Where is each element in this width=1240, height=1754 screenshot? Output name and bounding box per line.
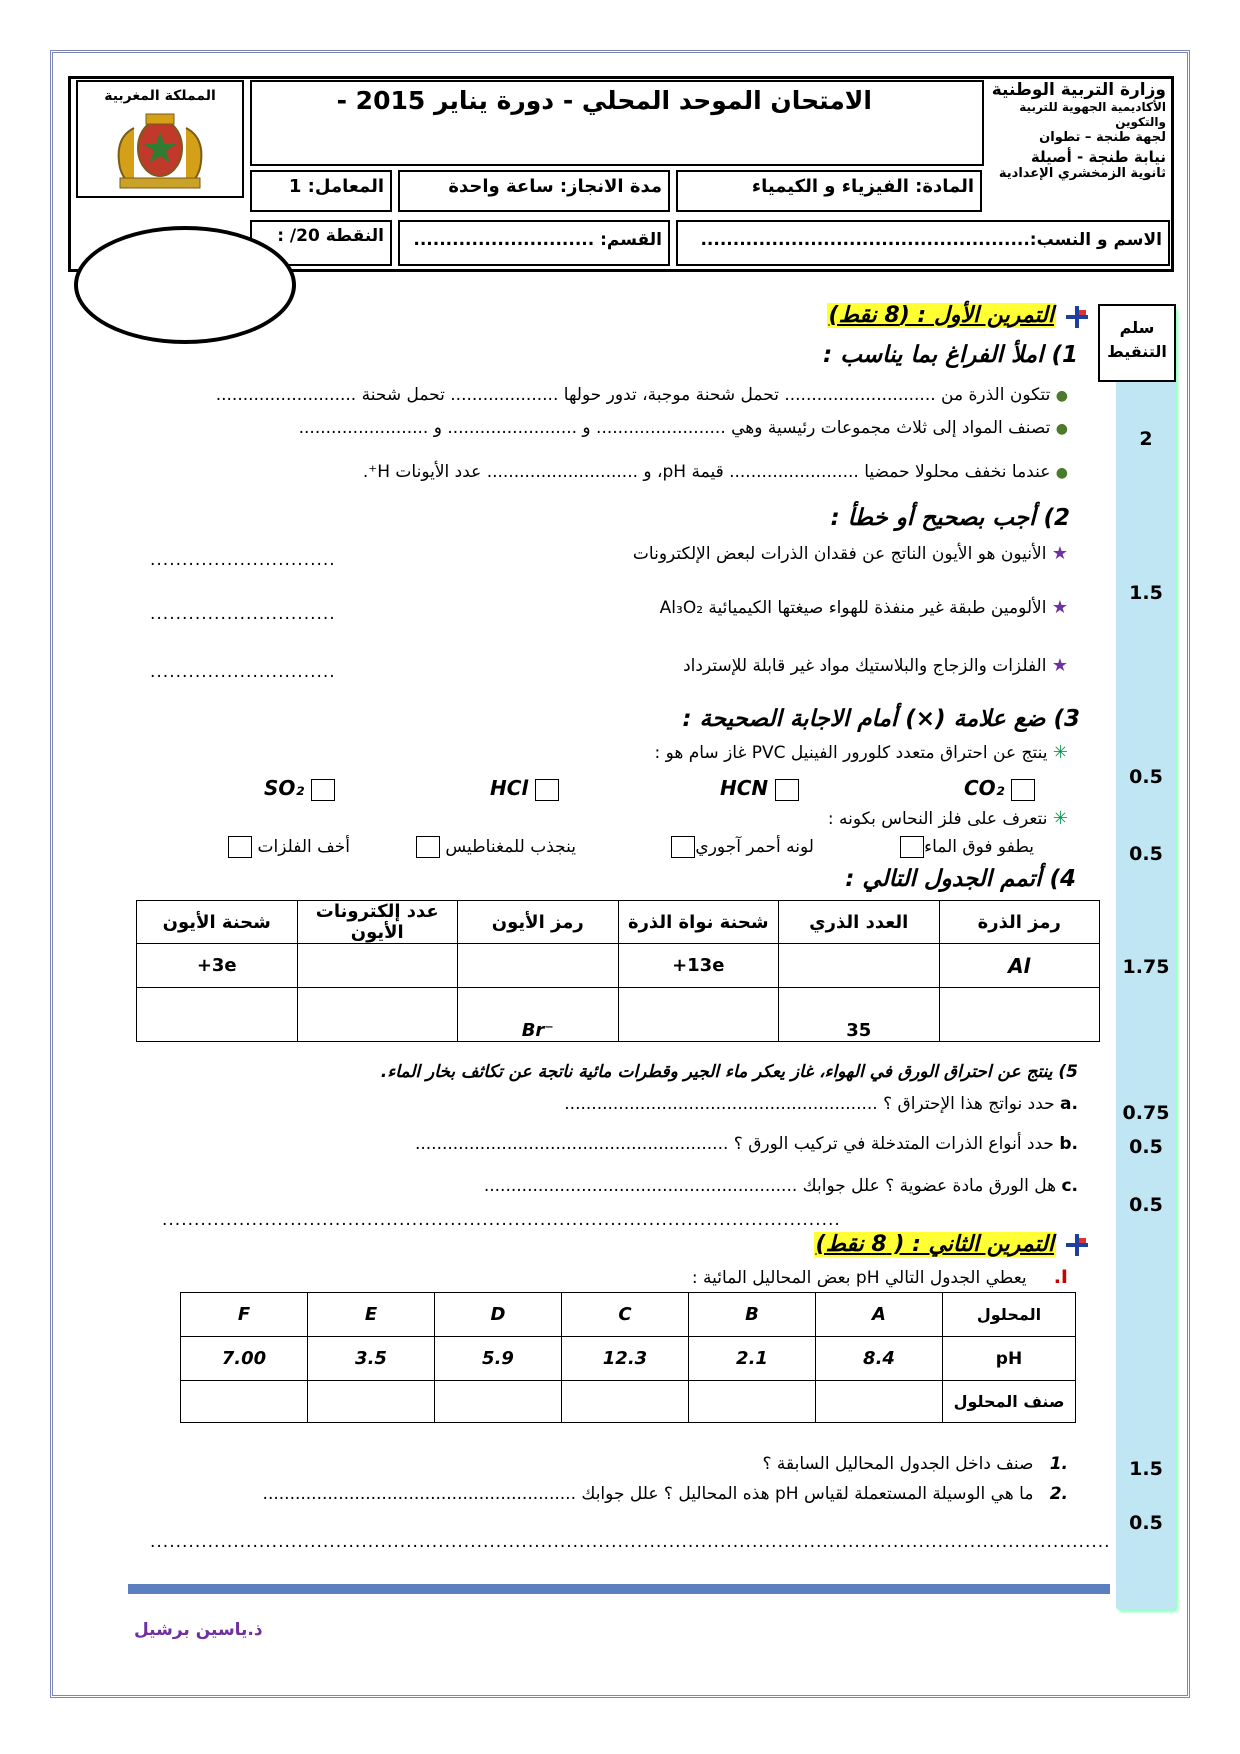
checkbox[interactable] bbox=[416, 836, 440, 858]
q5-text: هل الورق مادة عضوية ؟ علل جوابك bbox=[802, 1176, 1057, 1196]
coat-of-arms-icon bbox=[80, 108, 240, 194]
answer-dots[interactable]: .......................................................... bbox=[564, 1094, 878, 1114]
ex2-question-1 bbox=[762, 1454, 1068, 1474]
q5-title-text: 5) ينتج عن احتراق الورق في الهواء، غاز يعكر ماء الجير وقطرات مائية ناتجة عن تكاثف بخار الماء. bbox=[380, 1062, 1078, 1082]
checkbox[interactable] bbox=[535, 779, 559, 801]
checkbox[interactable] bbox=[228, 836, 252, 858]
delegation-name: نيابة طنجة - أصيلة bbox=[1030, 148, 1166, 166]
score-value: 1.5 bbox=[1129, 582, 1163, 604]
score-value: 0.5 bbox=[1129, 1194, 1163, 1216]
q3-option[interactable] bbox=[228, 836, 350, 858]
q2-item-text: الفلزات والزجاج والبلاستيك مواد غير قابلة للإسترداد bbox=[683, 656, 1047, 676]
q2-item bbox=[683, 655, 1068, 676]
class-cell[interactable] bbox=[398, 220, 670, 266]
exercise2-title-row bbox=[814, 1232, 1056, 1257]
q2-item bbox=[660, 597, 1068, 618]
grade-label: النقطة 20/ : bbox=[277, 226, 384, 246]
checkbox[interactable] bbox=[775, 779, 799, 801]
q2-title: 2) أجب بصحيح أو خطأ : bbox=[830, 505, 1070, 531]
table-cell[interactable] bbox=[779, 944, 940, 988]
row-label: pH bbox=[943, 1337, 1076, 1381]
asterisk-icon: ✳ bbox=[1052, 808, 1068, 829]
q2-answer-dots[interactable]: ............................. bbox=[150, 604, 336, 624]
table-header: رمز الأيون bbox=[458, 901, 619, 944]
q3-option[interactable] bbox=[720, 776, 799, 801]
school-name: ثانوية الزمخشري الإعدادية bbox=[998, 166, 1166, 181]
q3-item2 bbox=[828, 808, 1068, 829]
checkbox[interactable] bbox=[1011, 779, 1035, 801]
asterisk-icon: ✳ bbox=[1052, 742, 1068, 763]
ph-value: 12.3 bbox=[562, 1337, 689, 1381]
table-cell[interactable]: 35 bbox=[779, 988, 940, 1042]
table-cell[interactable] bbox=[618, 988, 779, 1042]
subject-label: المادة: الفيزياء و الكيمياء bbox=[751, 176, 974, 197]
q3-title: 3) ضع علامة (×) أمام الاجابة الصحيحة : bbox=[682, 706, 1080, 732]
q5-question-a bbox=[564, 1094, 1078, 1114]
table-cell[interactable]: +3e bbox=[137, 944, 298, 988]
bullet-icon: ● bbox=[1055, 465, 1068, 481]
answer-dots[interactable]: .......................................................... bbox=[414, 1134, 729, 1154]
table-cell[interactable] bbox=[435, 1381, 562, 1423]
question-letter: .b bbox=[1059, 1134, 1078, 1154]
region-name: لجهة طنجة – تطوان bbox=[1039, 130, 1166, 145]
ph-table bbox=[180, 1292, 1076, 1423]
question-number: .2 bbox=[1049, 1484, 1068, 1504]
exercise2-intro bbox=[692, 1266, 1068, 1288]
row-label: المحلول bbox=[943, 1293, 1076, 1337]
q3-item2-text: نتعرف على فلز النحاس بكونه : bbox=[827, 809, 1048, 829]
ministry-name: وزارة التربية الوطنية bbox=[991, 80, 1166, 100]
table-cell[interactable] bbox=[939, 988, 1100, 1042]
bullet-icon: ● bbox=[1055, 388, 1068, 404]
question-number: .1 bbox=[1049, 1454, 1068, 1474]
score-value: 1.5 bbox=[1129, 1458, 1163, 1480]
table-header: العدد الذري bbox=[779, 901, 940, 944]
q1-line-text: عندما نخفف محلولا حمضيا ........................ قيمة pH، و ............................ عدد الأيونات H⁺. bbox=[362, 462, 1051, 482]
score-value: 1.75 bbox=[1122, 956, 1170, 978]
q1-title: 1) املأ الفراغ بما يناسب : bbox=[823, 342, 1078, 368]
table-header-row bbox=[137, 901, 1100, 944]
score-value: 0.75 bbox=[1122, 1102, 1170, 1124]
table-cell[interactable] bbox=[562, 1381, 689, 1423]
table-cell[interactable] bbox=[308, 1381, 435, 1423]
score-value: 0.5 bbox=[1129, 1512, 1163, 1534]
solution-name: B bbox=[689, 1293, 816, 1337]
score-value: 0.5 bbox=[1129, 766, 1163, 788]
table-cell[interactable] bbox=[297, 944, 458, 988]
q3-item1 bbox=[654, 742, 1068, 763]
exercise1-title: التمرين الأول : (8 نقط) bbox=[828, 303, 1054, 328]
score-value: 0.5 bbox=[1129, 1136, 1163, 1158]
q3-option[interactable] bbox=[964, 776, 1035, 801]
table-cell[interactable] bbox=[458, 944, 619, 988]
checkbox[interactable] bbox=[311, 779, 335, 801]
coefficient-cell bbox=[250, 170, 392, 212]
ph-value: 7.00 bbox=[181, 1337, 308, 1381]
q3-item1-text: ينتج عن احتراق متعدد كلورور الفينيل PVC غاز سام هو : bbox=[654, 743, 1048, 763]
name-cell[interactable] bbox=[676, 220, 1170, 266]
intro-text: يعطي الجدول التالي pH بعض المحاليل المائية : bbox=[691, 1268, 1027, 1288]
table-header: رمز الذرة bbox=[939, 901, 1100, 944]
solution-name: E bbox=[308, 1293, 435, 1337]
score-value: 0.5 bbox=[1129, 843, 1163, 865]
duration-label: مدة الانجاز: ساعة واحدة bbox=[448, 176, 662, 197]
star-icon: ★ bbox=[1051, 655, 1068, 676]
q3-option-label: أخف الفلزات bbox=[257, 837, 350, 857]
class-field-label: القسم: ............................ bbox=[413, 230, 662, 250]
answer-dots[interactable]: ...................................................................................................................................................... bbox=[150, 1532, 1111, 1552]
exercise2-title: التمرين الثاني : ( 8 نقط) bbox=[815, 1232, 1054, 1257]
table-row bbox=[181, 1381, 1076, 1423]
q3-option-label: ينجذب للمغناطيس bbox=[445, 837, 576, 857]
academy-name: الأكاديمية الجهوية للتربية والتكوين bbox=[1019, 100, 1166, 129]
q3-option-label: HCl bbox=[490, 776, 529, 800]
subject-cell bbox=[676, 170, 982, 212]
table-header: شحنة نواة الذرة bbox=[618, 901, 779, 944]
q1-line bbox=[216, 385, 1068, 405]
table-header: شحنة الأيون bbox=[137, 901, 298, 944]
answer-dots[interactable]: .......................................................... bbox=[262, 1484, 576, 1504]
q5-title bbox=[381, 1062, 1078, 1082]
ph-value: 3.5 bbox=[308, 1337, 435, 1381]
table-cell[interactable] bbox=[181, 1381, 308, 1423]
question-letter: .c bbox=[1061, 1176, 1078, 1196]
part-number: I. bbox=[1053, 1266, 1068, 1288]
ph-value: 5.9 bbox=[435, 1337, 562, 1381]
q3-option[interactable] bbox=[671, 836, 814, 858]
name-field-label: الاسم و النسب:................................................... bbox=[700, 230, 1162, 250]
q1-line-text: تصنف المواد إلى ثلاث مجموعات رئيسية وهي ........................ و ........................ و ........................ bbox=[298, 418, 1051, 438]
exercise1-title-row bbox=[827, 303, 1056, 328]
answer-dots[interactable]: .......................................................... bbox=[483, 1176, 798, 1196]
scoring-header: سلم التنقيط bbox=[1098, 304, 1176, 382]
ph-value: 2.1 bbox=[689, 1337, 816, 1381]
solution-name: C bbox=[562, 1293, 689, 1337]
table-cell[interactable]: +13e bbox=[618, 944, 779, 988]
table-row bbox=[137, 944, 1100, 988]
q3-option[interactable] bbox=[416, 836, 576, 858]
q2-item-text: الأنيون هو الأيون الناتج عن فقدان الذرات لبعض الإلكترونات bbox=[632, 544, 1047, 564]
coefficient-label: المعامل: 1 bbox=[288, 176, 384, 197]
bullet-icon: ● bbox=[1055, 421, 1068, 437]
exam-title: الامتحان الموحد المحلي - دورة يناير 2015 - bbox=[336, 86, 872, 115]
solution-name: D bbox=[435, 1293, 562, 1337]
grade-oval bbox=[74, 226, 296, 344]
kingdom-label: المملكة المغربية bbox=[104, 88, 216, 104]
question-text: ما هي الوسيلة المستعملة لقياس pH هذه المحاليل ؟ علل جوابك bbox=[581, 1484, 1034, 1504]
star-icon: ★ bbox=[1051, 543, 1068, 564]
q1-line-text: تتكون الذرة من ............................ تحمل شحنة موجبة، تدور حولها .................... تحمل شحنة .......................... bbox=[215, 385, 1051, 405]
question-letter: .a bbox=[1060, 1094, 1078, 1114]
ex2-question-2 bbox=[263, 1484, 1068, 1504]
table-row bbox=[137, 988, 1100, 1042]
solution-name: F bbox=[181, 1293, 308, 1337]
q2-item bbox=[633, 543, 1068, 564]
q2-answer-dots[interactable]: ............................. bbox=[150, 662, 336, 682]
q3-option-label: CO₂ bbox=[964, 776, 1005, 800]
row-label: صنف المحلول bbox=[943, 1381, 1076, 1423]
table-cell[interactable] bbox=[137, 988, 298, 1042]
footer-bar bbox=[128, 1584, 1110, 1594]
q1-line bbox=[363, 462, 1068, 482]
q3-option-label: لونه أحمر آجوري bbox=[695, 837, 814, 857]
checkbox[interactable] bbox=[900, 836, 924, 858]
q3-option[interactable] bbox=[264, 776, 335, 801]
q5-text: حدد نواتج هذا الإحتراق ؟ bbox=[883, 1094, 1055, 1114]
table-row bbox=[181, 1293, 1076, 1337]
q3-option-label: يطفو فوق الماء bbox=[924, 837, 1034, 857]
table-cell[interactable] bbox=[689, 1381, 816, 1423]
answer-dots[interactable]: .......................................................................................................... bbox=[162, 1210, 841, 1230]
q5-question-c bbox=[484, 1176, 1078, 1196]
q4-title: 4) أتمم الجدول التالي : bbox=[845, 866, 1076, 892]
q5-text: حدد أنواع الذرات المتدخلة في تركيب الورق ؟ bbox=[733, 1134, 1054, 1154]
q2-answer-dots[interactable]: ............................. bbox=[150, 550, 336, 570]
table-cell[interactable] bbox=[297, 988, 458, 1042]
q5-question-b bbox=[415, 1134, 1078, 1154]
exam-title-box bbox=[250, 80, 984, 166]
q2-item-text: الألومين طبقة غير منفذة للهواء صيغتها الكيميائية Al₃O₂ bbox=[659, 598, 1047, 618]
table-cell[interactable]: Al bbox=[939, 944, 1100, 988]
emblem-box bbox=[76, 80, 244, 198]
table-cell[interactable]: Br⁻ bbox=[458, 988, 619, 1042]
atoms-table bbox=[136, 900, 1100, 1042]
q3-option[interactable] bbox=[900, 836, 1034, 858]
question-text: صنف داخل الجدول المحاليل السابقة ؟ bbox=[762, 1454, 1034, 1474]
q3-option[interactable] bbox=[490, 776, 559, 801]
table-header: عدد إلكترونات الأيون bbox=[297, 901, 458, 944]
author-name: ذ.ياسين برشيل bbox=[134, 1620, 263, 1640]
table-row bbox=[181, 1337, 1076, 1381]
plus-icon bbox=[1066, 1234, 1088, 1256]
star-icon: ★ bbox=[1051, 597, 1068, 618]
solution-name: A bbox=[816, 1293, 943, 1337]
checkbox[interactable] bbox=[671, 836, 695, 858]
score-value: 2 bbox=[1139, 428, 1153, 450]
q3-option-label: HCN bbox=[720, 776, 769, 800]
ph-value: 8.4 bbox=[816, 1337, 943, 1381]
q3-option-label: SO₂ bbox=[264, 776, 305, 800]
plus-icon bbox=[1066, 306, 1088, 328]
table-cell[interactable] bbox=[816, 1381, 943, 1423]
duration-cell bbox=[398, 170, 670, 212]
q1-line bbox=[299, 418, 1068, 438]
